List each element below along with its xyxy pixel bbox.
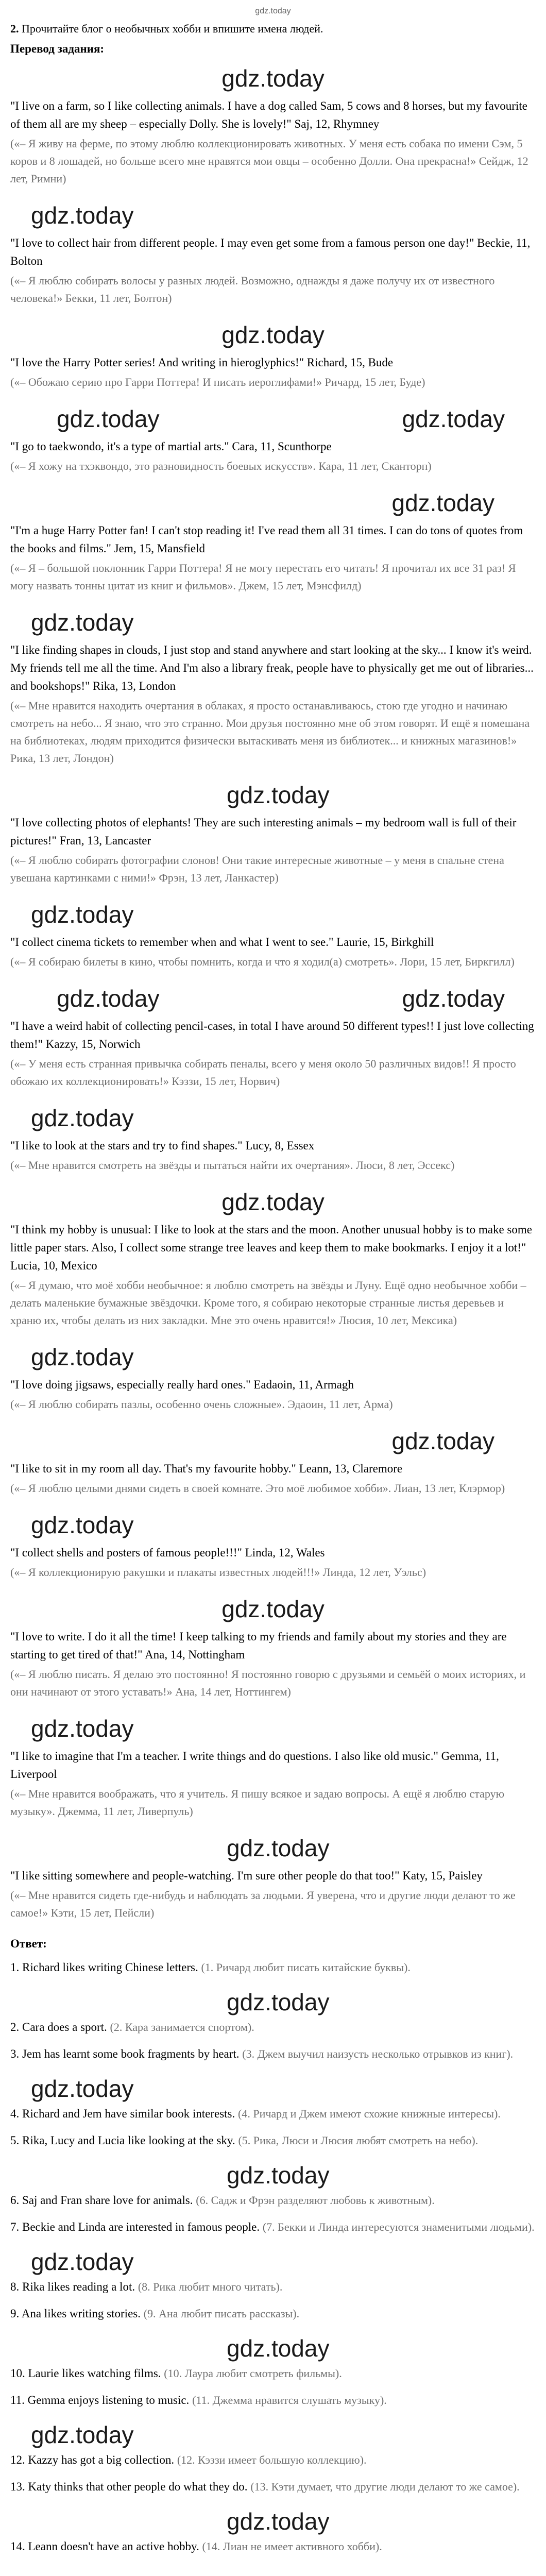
- post-russian: («– Обожаю серию про Гарри Поттера! И писать иероглифами!» Ричард, 15 лет, Буде): [10, 376, 425, 388]
- answer-russian: (14. Лиан не имеет активного хобби).: [202, 2540, 382, 2553]
- post-english: "I love doing jigsaws, especially really hard ones." Eadaoin, 11, Armagh: [10, 1378, 354, 1391]
- watermark: gdz.today: [31, 1512, 134, 1538]
- post-english: "I collect shells and posters of famous people!!!" Linda, 12, Wales: [10, 1546, 325, 1559]
- watermark: gdz.today: [31, 1105, 134, 1131]
- answer-english: 11. Gemma enjoys listening to music.: [10, 2394, 190, 2406]
- post-russian: («– Мне нравится смотреть на звёзды и пытаться найти их очертания». Люси, 8 лет, Эссекс): [10, 1159, 455, 1172]
- post-english: "I love to collect hair from different people. I may even get some from a famous person one day!" Beckie, 11, Bolton: [10, 236, 531, 267]
- post-russian: («– Я хожу на тхэквондо, это разновидность боевых искусств». Кара, 11 лет, Сканторп): [10, 460, 432, 472]
- post-russian: («– Я люблю собирать волосы у разных людей. Возможно, однажды я даже получу их от известного человека!» Бекки, 11 лет, Болтон): [10, 274, 495, 304]
- post-russian: («– У меня есть странная привычка собирать пеналы, всего у меня около 50 различных видов!! Я просто обожаю их коллекционировать!» Кэззи, 15 лет, Норвич): [10, 1057, 516, 1088]
- post-english: "I collect cinema tickets to remember when and what I went to see." Laurie, 15, Birkghill: [10, 936, 434, 948]
- answer-item: [10, 2392, 536, 2409]
- post-english: "I like finding shapes in clouds, I just stop and stand anywhere and start looking at the sky... I know it's weird. My friends tell me all the time. And I'm also a library freak, people have to physically get me out of libraries... and bookshops!" Rika, 13, London: [10, 643, 534, 692]
- answers-list: [10, 1959, 536, 2555]
- answer-item: [10, 1959, 536, 1976]
- watermark: gdz.today: [31, 2421, 134, 2448]
- answer-russian: (12. Кэззи имеет большую коллекцию).: [177, 2453, 367, 2466]
- watermark: gdz.today: [31, 1715, 134, 1742]
- answer-english: 12. Kazzy has got a big collection.: [10, 2453, 175, 2466]
- answer-item: [10, 2478, 536, 2496]
- answer-item: [10, 2105, 536, 2123]
- answer-english: 9. Ana likes writing stories.: [10, 2307, 141, 2320]
- answer-english: 14. Leann doesn't have an active hobby.: [10, 2540, 199, 2553]
- task-line: [10, 21, 536, 37]
- answer-item: [10, 2132, 536, 2149]
- watermark: gdz.today: [227, 2162, 330, 2189]
- post-english: "I love to write. I do it all the time! I keep talking to my friends and family about my stories and they are starting to get tired of that!" Ana, 14, Nottingham: [10, 1630, 507, 1661]
- answers-heading: Ответ:: [10, 1937, 47, 1950]
- watermark: gdz.today: [221, 65, 325, 92]
- answer-english: 7. Beckie and Linda are interested in famous people.: [10, 2221, 260, 2233]
- answer-item: [10, 2451, 536, 2469]
- post-english: "I like to sit in my room all day. That's my favourite hobby." Leann, 13, Claremore: [10, 1462, 403, 1475]
- watermark: gdz.today: [391, 1428, 494, 1454]
- post-english: "I like sitting somewhere and people-watching. I'm sure other people do that too!" Katy, 15, Paisley: [10, 1869, 483, 1882]
- answer-russian: (3. Джем выучил наизусть несколько отрывков из книг).: [242, 2047, 514, 2060]
- watermark-top: gdz.today: [255, 7, 291, 15]
- watermark: gdz.today: [31, 901, 134, 928]
- answer-item: [10, 2218, 536, 2236]
- watermark: gdz.today: [227, 1835, 330, 1861]
- watermark: gdz.today: [31, 2075, 134, 2102]
- watermark-text: gdz.today: [402, 985, 505, 1012]
- post-russian: («– Я люблю целыми днями сидеть в своей комнате. Это моё любимое хобби». Лиан, 13 лет, Клэрмор): [10, 1482, 505, 1495]
- answer-item: [10, 2278, 536, 2296]
- answer-russian: (5. Рика, Люси и Люсия любят смотреть на небо).: [238, 2134, 479, 2147]
- post-english: "I like to imagine that I'm a teacher. I write things and do questions. I also like old music." Gemma, 11, Liverpool: [10, 1750, 499, 1781]
- watermark-text: gdz.today: [57, 405, 160, 432]
- watermark: gdz.today: [227, 782, 330, 808]
- answer-russian: (6. Садж и Фрэн разделяют любовь к животным).: [196, 2194, 435, 2207]
- post-russian: («– Я живу на ферме, по этому люблю коллекционировать животных. У меня есть собака по имени Сэм, 5 коров и 8 лошадей, но больше всего мне нравятся мои овцы – особенно Долли. Она прекрасна!» Сейдж, 12 лет, Римни): [10, 137, 528, 185]
- answer-russian: (8. Рика любит много читать).: [138, 2280, 283, 2293]
- answer-russian: (11. Джемма нравится слушать музыку).: [192, 2394, 387, 2406]
- answer-russian: (4. Ричард и Джем имеют схожие книжные интересы).: [238, 2107, 501, 2120]
- answer-item: [10, 2538, 536, 2555]
- answer-english: 6. Saj and Fran share love for animals.: [10, 2194, 193, 2207]
- answer-english: 2. Cara does a sport.: [10, 2021, 107, 2033]
- post-russian: («– Я коллекционирую ракушки и плакаты известных людей!!!» Линда, 12 лет, Уэльс): [10, 1566, 426, 1579]
- document-page: [10, 5, 536, 2565]
- answer-item: [10, 2305, 536, 2323]
- post-english: "I live on a farm, so I like collecting animals. I have a dog called Sam, 5 cows and 8 horses, but my favourite of them all are my sheep – especially Dolly. She is lovely!" Saj, 12, Rhymney: [10, 99, 527, 130]
- answer-russian: (9. Ана любит писать рассказы).: [143, 2307, 300, 2320]
- watermark: gdz.today: [31, 609, 134, 636]
- translation-heading: Перевод задания:: [10, 42, 105, 55]
- post-english: "I love the Harry Potter series! And writing in hieroglyphics!" Richard, 15, Bude: [10, 356, 394, 369]
- answer-english: 13. Katy thinks that other people do what they do.: [10, 2480, 248, 2493]
- post-english: "I love collecting photos of elephants! They are such interesting animals – my bedroom wall is full of their pictures!" Fran, 13, Lancaster: [10, 816, 517, 847]
- answer-english: 1. Richard likes writing Chinese letters.: [10, 1961, 198, 1974]
- watermark: gdz.today: [227, 2335, 330, 2362]
- post-english: "I think my hobby is unusual: I like to look at the stars and the moon. Another unusual hobby is to make some little paper stars. Also, I collect some strange tree leaves and keep them to make bookmarks. I enjoy it a lot!" Lucia, 10, Mexico: [10, 1223, 532, 1272]
- post-russian: («– Я собираю билеты в кино, чтобы помнить, когда и что я ходил(а) смотреть». Лори, 15 лет, Биркгилл): [10, 955, 515, 968]
- answer-russian: (10. Лаура любит смотреть фильмы).: [164, 2367, 342, 2380]
- answer-english: 8. Rika likes reading a lot.: [10, 2280, 135, 2293]
- post-english: "I have a weird habit of collecting pencil-cases, in total I have around 50 different types!! I just love collecting them!" Kazzy, 15, Norwich: [10, 1020, 534, 1050]
- post-english: "I go to taekwondo, it's a type of martial arts." Cara, 11, Scunthorpe: [10, 440, 332, 453]
- watermark: gdz.today: [31, 202, 134, 229]
- watermark: gdz.today: [221, 1189, 325, 1215]
- post-russian: («– Мне нравится находить очертания в облаках, я просто останавливаюсь, стою где угодно и начинаю смотреть на небо... Я знаю, что это странно. Мои друзья постоянно мне об этом говорят. И ещё я помешана на библиотеках, людям приходится физически вытаскивать меня из библиотек... и книжных магазинов!» Рика, 13 лет, Лондон): [10, 699, 530, 765]
- watermark: gdz.today: [221, 1596, 325, 1622]
- post-russian: («– Я – большой поклонник Гарри Поттера! Я не могу перестать его читать! Я прочитал их все 31 раз! Я могу назвать тонны цитат из книг и фильмов». Джем, 15 лет, Мэнсфилд): [10, 562, 516, 592]
- answer-english: 3. Jem has learnt some book fragments by heart.: [10, 2047, 240, 2060]
- answer-item: [10, 2192, 536, 2209]
- watermark: gdz.today: [227, 2508, 330, 2535]
- task-text: Прочитайте блог о необычных хобби и впишите имена людей.: [22, 22, 323, 35]
- watermark: gdz.today: [31, 1344, 134, 1370]
- answer-english: 4. Richard and Jem have similar book interests.: [10, 2107, 235, 2120]
- post-english: "I like to look at the stars and try to find shapes." Lucy, 8, Essex: [10, 1139, 315, 1152]
- post-english: "I'm a huge Harry Potter fan! I can't stop reading it! I've read them all 31 times. I can do tons of quotes from the books and films." Jem, 15, Mansfield: [10, 524, 523, 555]
- post-russian: («– Я люблю собирать фотографии слонов! Они такие интересные животные – у меня в спальне стена увешана картинками с ними!» Фрэн, 13 лет, Ланкастер): [10, 854, 504, 884]
- watermark: [10, 982, 536, 1015]
- post-russian: («– Я люблю собирать пазлы, особенно очень сложные». Эдаоин, 11 лет, Арма): [10, 1398, 393, 1411]
- task-number: 2.: [10, 22, 19, 35]
- answer-english: 10. Laurie likes watching films.: [10, 2367, 161, 2380]
- answer-russian: (13. Кэти думает, что другие люди делают то же самое).: [250, 2480, 520, 2493]
- watermark: gdz.today: [227, 1989, 330, 2015]
- answer-russian: (2. Кара занимается спортом).: [110, 2021, 254, 2033]
- answer-russian: (1. Ричард любит писать китайские буквы).: [201, 1961, 411, 1974]
- post-russian: («– Мне нравится воображать, что я учитель. Я пишу всякое и задаю вопросы. А ещё я люблю старую музыку». Джемма, 11 лет, Ливерпуль): [10, 1787, 505, 1818]
- watermark: gdz.today: [221, 321, 325, 348]
- post-russian: («– Я думаю, что моё хобби необычное: я люблю смотреть на звёзды и Луну. Ещё одно необычное хобби – делать маленькие бумажные звёздочки. Кроме того, я собираю некоторые странные листья деревьев и храню их, чтобы делать из них закладки. Мне это очень нравится!» Люсия, 10 лет, Мексика): [10, 1279, 526, 1327]
- answer-russian: (7. Бекки и Линда интересуются знаменитыми людьми).: [262, 2221, 535, 2233]
- answer-item: [10, 2019, 536, 2036]
- post-russian: («– Мне нравится сидеть где-нибудь и наблюдать за людьми. Я уверена, что и другие люди делают то же самое!» Кэти, 15 лет, Пейсли): [10, 1889, 516, 1919]
- answer-item: [10, 2045, 536, 2063]
- watermark: [10, 402, 536, 435]
- watermark: gdz.today: [391, 489, 494, 516]
- blog-posts: [10, 62, 536, 1922]
- watermark-text: gdz.today: [402, 405, 505, 432]
- answer-item: [10, 2365, 536, 2382]
- answer-english: 5. Rika, Lucy and Lucia like looking at the sky.: [10, 2134, 235, 2147]
- watermark-text: gdz.today: [57, 985, 160, 1012]
- watermark: gdz.today: [31, 2248, 134, 2275]
- post-russian: («– Я люблю писать. Я делаю это постоянно! Я постоянно говорю с друзьями и семьёй о моих историях, и они начинают от этого уставать!» Ана, 14 лет, Ноттингем): [10, 1668, 526, 1698]
